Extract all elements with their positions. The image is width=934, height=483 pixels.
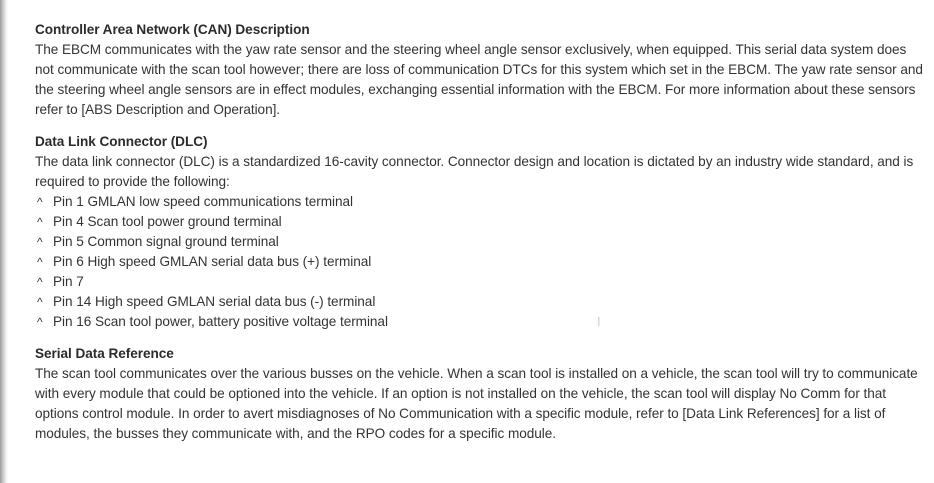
text-cursor-icon: I (597, 314, 601, 329)
caret-bullet-icon: ^ (37, 255, 43, 269)
caret-bullet-icon: ^ (37, 295, 43, 309)
list-item (35, 192, 925, 212)
pin-item-text: Pin 4 Scan tool power ground terminal (53, 214, 282, 229)
pin-item-text: Pin 16 Scan tool power, battery positive voltage terminal (53, 314, 388, 329)
serial-data-reference-section (35, 344, 925, 444)
list-item (35, 252, 925, 272)
list-item (35, 212, 925, 232)
caret-bullet-icon: ^ (37, 275, 43, 289)
document-body (35, 20, 925, 456)
caret-bullet-icon: ^ (37, 195, 43, 209)
serial-data-reference-heading: Serial Data Reference (35, 346, 174, 361)
window-edge-shadow (0, 0, 8, 483)
dlc-section (35, 132, 925, 332)
caret-bullet-icon: ^ (37, 315, 43, 329)
pin-item-text: Pin 1 GMLAN low speed communications terminal (53, 194, 353, 209)
can-description-paragraph: The EBCM communicates with the yaw rate sensor and the steering wheel angle sensor exclusively, when equipped. This serial data system does not communicate with the scan tool however; there are loss of communication DTCs for this system which set in the EBCM. The yaw rate sensor and the steering wheel angle sensors are in effect modules, exchanging essential information with the EBCM. For more information about these sensors refer to [ABS Description and Operation]. (35, 42, 923, 117)
serial-data-reference-paragraph: The scan tool communicates over the various busses on the vehicle. When a scan tool is installed on a vehicle, the scan tool will try to communicate with every module that could be optioned into the vehicle. If an option is not installed on the vehicle, the scan tool will display No Comm for that options control module. In order to avert misdiagnoses of No Communication with a specific module, refer to [Data Link References] for a list of modules, the busses they communicate with, and the RPO codes for a specific module. (35, 366, 918, 441)
can-description-heading: Controller Area Network (CAN) Description (35, 22, 310, 37)
caret-bullet-icon: ^ (37, 235, 43, 249)
pin-item-text: Pin 6 High speed GMLAN serial data bus (+) terminal (53, 254, 372, 269)
caret-bullet-icon: ^ (37, 215, 43, 229)
dlc-heading: Data Link Connector (DLC) (35, 134, 208, 149)
dlc-pin-list (35, 192, 925, 332)
list-item (35, 232, 925, 252)
list-item (35, 272, 925, 292)
list-item (35, 312, 925, 332)
pin-item-text: Pin 7 (53, 274, 84, 289)
dlc-paragraph: The data link connector (DLC) is a standardized 16-cavity connector. Connector design and location is dictated by an industry wide standard, and is required to provide the following: (35, 154, 914, 189)
can-description-section (35, 20, 925, 120)
list-item (35, 292, 925, 312)
pin-item-text: Pin 5 Common signal ground terminal (53, 234, 279, 249)
pin-item-text: Pin 14 High speed GMLAN serial data bus (-) terminal (53, 294, 376, 309)
